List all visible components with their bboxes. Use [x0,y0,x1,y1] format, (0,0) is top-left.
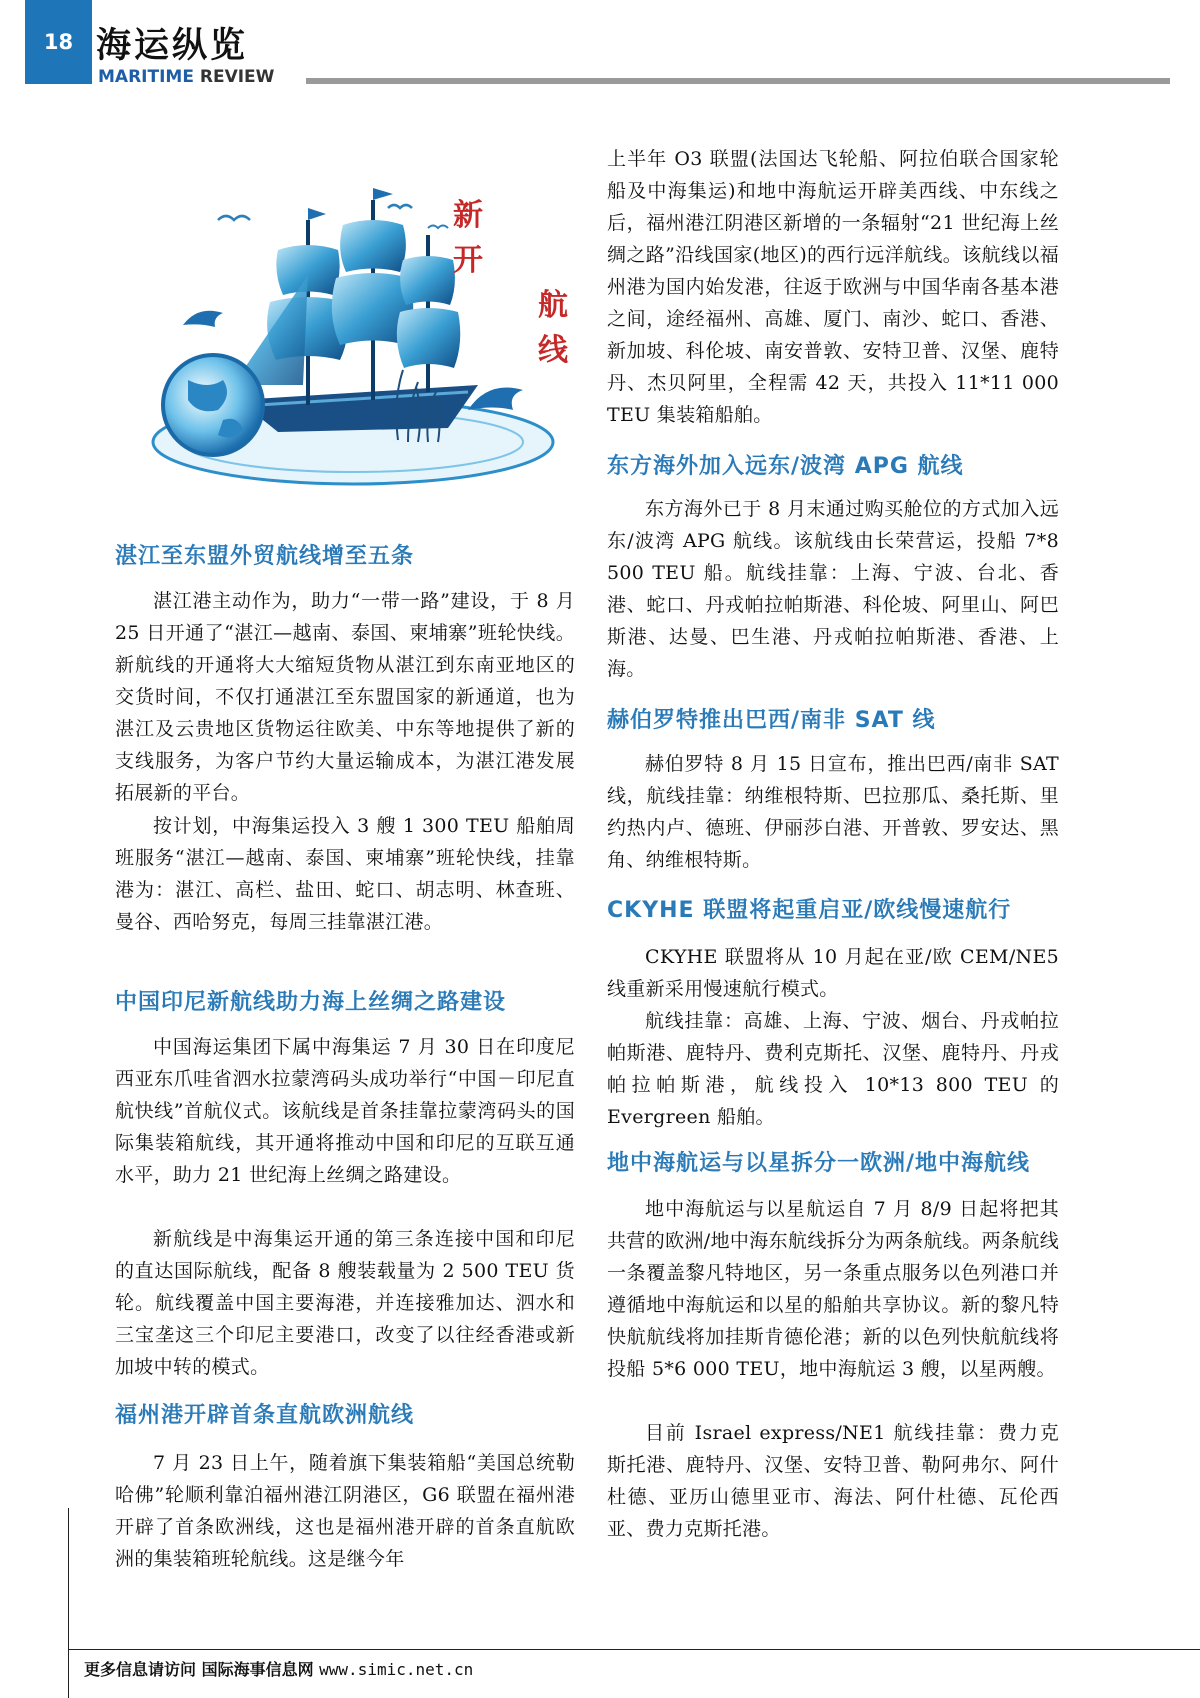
heading-msc-zim: 地中海航运与以星拆分一欧洲/地中海航线 [607,1151,1031,1176]
heading-ckyhe: CKYHE 联盟将起重启亚/欧线慢速航行 [607,898,1012,923]
heading-hapag: 赫伯罗特推出巴西/南非 SAT 线 [607,708,936,733]
para-msc-zim-1: 地中海航运与以星航运自 7 月 8/9 日起将把其共营的欧洲/地中海东航线拆分为两条航线。两条航线一条覆盖黎凡特地区，另一条重点服务以色列港口并遵循地中海航运和以星的船舶共享协议。新的黎凡特快航航线将加挂斯肯德伦港；新的以色列快航航线将投船 5*6 000 TEU，地中海航运 3 艘，以星两艘。 [607,1198,1059,1380]
header-rule [306,78,1170,84]
heading-zhanjiang: 湛江至东盟外贸航线增至五条 [115,544,415,569]
para-ckyhe-2: 航线挂靠：高雄、上海、宁波、烟台、丹戎帕拉帕斯港、鹿特丹、费利克斯托、汉堡、鹿特丹、丹戎帕拉帕斯港，航线投入 10*13 800 TEU 的 Evergreen 船舶。 [607,1010,1059,1128]
caption-char-1: 新 [453,198,483,233]
heading-fuzhou: 福州港开辟首条直航欧洲航线 [115,1403,415,1428]
para-fuzhou-1b: 上半年 O3 联盟(法国达飞轮船、阿拉伯联合国家轮船及中海集运)和地中海航运开辟美西线、中东线之后，福州港江阴港区新增的一条辐射“21 世纪海上丝绸之路”沿线国家(地区)的西行远洋航线。该航线以福州港为国内始发港，往返于欧洲与中国华南各基本港之间，途经福州、高雄、厦门、南沙、蛇口、香港、新加坡、科伦坡、南安普敦、安特卫普、汉堡、鹿特丹、杰贝阿里，全程需 42 天，共投入 11*11 000 TEU 集装箱船舶。 [607,148,1059,426]
subtitle-review: REVIEW [199,67,275,87]
para-indonesia-1: 中国海运集团下属中海集运 7 月 30 日在印度尼西亚东爪哇省泗水拉蒙湾码头成功举行“中国－印尼直航快线”首航仪式。该航线是首条挂靠拉蒙湾码头的国际集装箱航线，其开通将推动中国和印尼的互联互通水平，助力 21 世纪海上丝绸之路建设。 [115,1036,575,1186]
para-msc-zim-2: 目前 Israel express/NE1 航线挂靠：费力克斯托港、鹿特丹、汉堡、安特卫普、勒阿弗尔、阿什杜德、亚历山德里亚市、海法、阿什杜德、瓦伦西亚、费力克斯托港。 [607,1422,1059,1540]
para-oocl: 东方海外已于 8 月末通过购买舱位的方式加入远东/波湾 APG 航线。该航线由长荣营运，投船 7*8 500 TEU 船。航线挂靠：上海、宁波、台北、香港、蛇口、丹戎帕拉帕斯港、科伦坡、阿里山、阿巴斯港、达曼、巴生港、丹戎帕拉帕斯港、香港、上海。 [607,498,1059,680]
caption-char-4: 线 [538,333,568,368]
caption-char-3: 航 [538,288,568,323]
para-zhanjiang-1: 湛江港主动作为，助力“一带一路”建设，于 8 月 25 日开通了“湛江—越南、泰国、柬埔寨”班轮快线。新航线的开通将大大缩短货物从湛江到东南亚地区的交货时间，不仅打通湛江至东盟国家的新通道，也为湛江及云贵地区货物运往欧美、中东等地提供了新的支线服务，为客户节约大量运输成本，为湛江港发展拓展新的平台。 [115,590,575,804]
para-fuzhou-1a: 7 月 23 日上午，随着旗下集装箱船“美国总统勒哈佛”轮顺利靠泊福州港江阴港区，G6 联盟在福州港开辟了首条欧洲线，这也是福州港开辟的首条直航欧洲的集装箱班轮航线。这是继今年 [115,1452,575,1570]
page-number: 18 [25,0,92,84]
para-ckyhe-1: CKYHE 联盟将从 10 月起在亚/欧 CEM/NE5 线重新采用慢速航行模式。 [607,946,1059,1000]
subtitle-maritime: MARITIME [98,67,194,87]
caption-char-2: 开 [453,243,483,278]
para-hapag: 赫伯罗特 8 月 15 日宣布，推出巴西/南非 SAT 线，航线挂靠：纳维根特斯、巴拉那瓜、桑托斯、里约热内卢、德班、伊丽莎白港、开普敦、罗安达、黑角、纳维根特斯。 [607,753,1059,871]
para-indonesia-2: 新航线是中海集运开通的第三条连接中国和印尼的直达国际航线，配备 8 艘装载量为 2 500 TEU 货轮。航线覆盖中国主要海港，并连接雅加达、泗水和三宝垄这三个印尼主要港口，改变了以往经香港或新加坡中转的模式。 [115,1228,575,1378]
ship-illustration [138,180,578,490]
footer-text: 更多信息请访问 国际海事信息网 [84,1660,314,1679]
footer-url[interactable]: www.simic.net.cn [319,1660,474,1679]
footer [84,1657,473,1680]
heading-oocl: 东方海外加入远东/波湾 APG 航线 [607,454,964,479]
magazine-title: 海运纵览 [96,26,249,66]
para-zhanjiang-2: 按计划，中海集运投入 3 艘 1 300 TEU 船舶周班服务“湛江—越南、泰国、柬埔寨”班轮快线，挂靠港为：湛江、高栏、盐田、蛇口、胡志明、林查班、曼谷、西哈努克，每周三挂靠湛江港。 [115,815,575,933]
footer-rule [68,1649,1200,1650]
heading-indonesia: 中国印尼新航线助力海上丝绸之路建设 [115,990,507,1015]
magazine-subtitle [98,67,274,87]
margin-rule [68,1508,69,1698]
